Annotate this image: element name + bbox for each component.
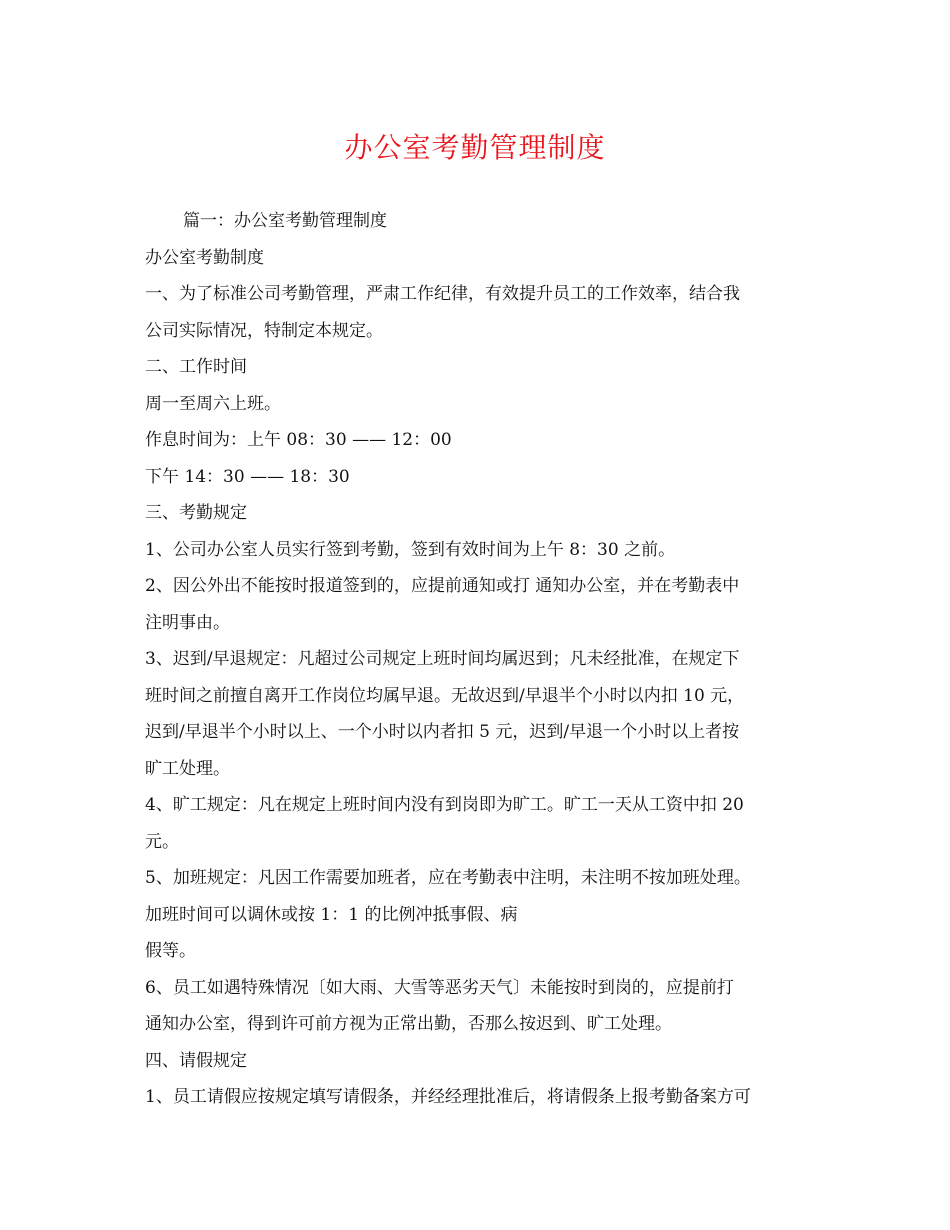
- text-line: 1、公司办公室人员实行签到考勤，签到有效时间为上午 8：30 之前。: [145, 539, 676, 560]
- text-line: 一、为了标准公司考勤管理，严肃工作纪律，有效提升员工的工作效率，结合我: [145, 284, 740, 304]
- text-line: 四、请假规定: [145, 1050, 247, 1071]
- text-line: 公司实际情况，特制定本规定。: [145, 320, 383, 341]
- text-line: 4、旷工规定：凡在规定上班时间内没有到岗即为旷工。旷工一天从工资中扣 20: [145, 795, 744, 815]
- text-line: 5、加班规定：凡因工作需要加班者，应在考勤表中注明，未注明不按加班处理。: [145, 868, 751, 888]
- text-line: 加班时间可以调休或按 1：1 的比例冲抵事假、病: [145, 904, 518, 925]
- text-line: 班时间之前擅自离开工作岗位均属早退。无故迟到/早退半个小时以内扣 10 元，: [145, 685, 745, 706]
- text-line: 二、工作时间: [145, 357, 247, 377]
- text-line: 下午 14：30 —— 18：30: [145, 466, 350, 487]
- text-line: 迟到/早退半个小时以上、一个小时以内者扣 5 元，迟到/早退一个小时以上者按: [145, 722, 740, 742]
- text-line: 假等。: [145, 941, 196, 961]
- text-line: 3、迟到/早退规定：凡超过公司规定上班时间均属迟到；凡未经批准，在规定下: [145, 649, 740, 669]
- text-line: 作息时间为：上午 08：30 —— 12：00: [145, 430, 452, 450]
- document-body: [145, 203, 810, 1116]
- text-line: 办公室考勤制度: [145, 247, 264, 268]
- text-line: 注明事由。: [145, 612, 230, 633]
- text-line: 周一至周六上班。: [145, 393, 281, 414]
- text-line: 元。: [145, 831, 179, 852]
- document-title: 办公室考勤管理制度: [344, 131, 606, 164]
- text-line: 2、因公外出不能按时报道签到的，应提前通知或打 通知办公室，并在考勤表中: [145, 576, 740, 596]
- section-heading: 篇一：办公室考勤管理制度: [183, 211, 387, 231]
- text-line: 1、员工请假应按规定填写请假条，并经经理批准后，将请假条上报考勤备案方可: [145, 1087, 751, 1107]
- text-line: 旷工处理。: [145, 758, 230, 779]
- text-line: 通知办公室，得到许可前方视为正常出勤，否那么按迟到、旷工处理。: [145, 1014, 672, 1034]
- text-line: 6、员工如遇特殊情况〔如大雨、大雪等恶劣天气〕未能按时到岗的，应提前打: [145, 977, 734, 998]
- text-line: 三、考勤规定: [145, 503, 247, 523]
